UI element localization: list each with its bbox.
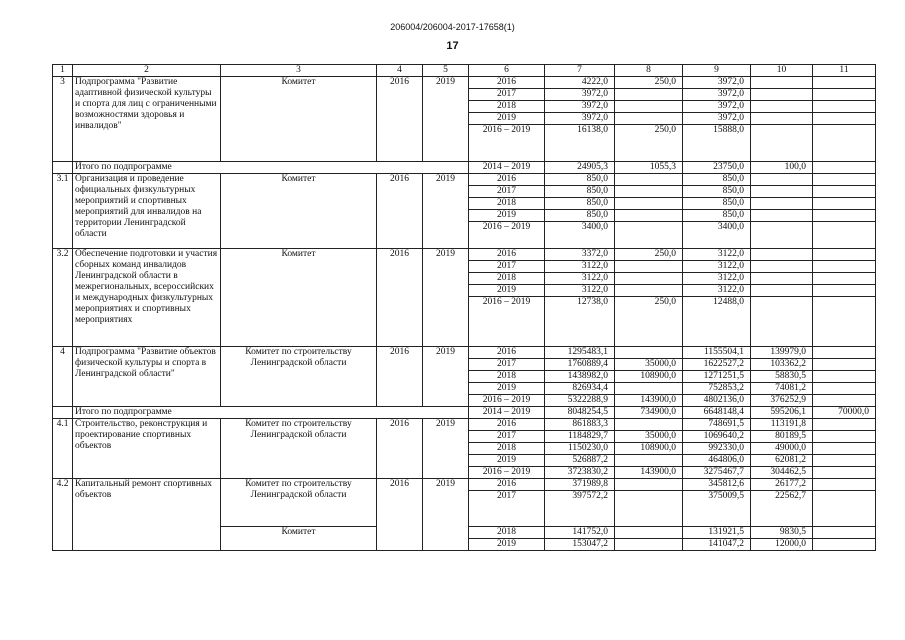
amount-regional-cell: 1155504,1 (683, 347, 751, 359)
col-header: 2 (73, 65, 221, 77)
amount-other-cell (813, 491, 876, 527)
amount-local-cell (751, 297, 813, 347)
amount-federal-cell: 250,0 (615, 249, 683, 261)
amount-regional-cell: 992330,0 (683, 443, 751, 455)
col-header: 3 (221, 65, 377, 77)
amount-federal-cell (615, 222, 683, 249)
start-year-cell: 2016 (377, 419, 423, 479)
start-year-cell: 2016 (377, 249, 423, 347)
year-cell: 2017 (469, 89, 545, 101)
amount-regional-cell: 3122,0 (683, 261, 751, 273)
amount-federal-cell (615, 491, 683, 527)
year-cell: 2019 (469, 539, 545, 551)
amount-local-cell (751, 210, 813, 222)
empty-cell (53, 407, 73, 419)
col-header: 6 (469, 65, 545, 77)
amount-regional-cell: 464806,0 (683, 455, 751, 467)
amount-total-cell: 3122,0 (545, 285, 615, 297)
amount-total-cell: 5322288,9 (545, 395, 615, 407)
amount-federal-cell: 143900,0 (615, 395, 683, 407)
amount-regional-cell: 3972,0 (683, 101, 751, 113)
amount-regional-cell: 345812,6 (683, 479, 751, 491)
measure-name-cell: Капитальный ремонт спортивных объектов (73, 479, 221, 551)
start-year-cell: 2016 (377, 479, 423, 551)
measure-name-cell: Организация и проведение официальных физкультурных мероприятий и спортивных мероприятий для инвалидов на территории Ленинградской области (73, 174, 221, 249)
amount-total-cell: 3400,0 (545, 222, 615, 249)
amount-total-cell: 850,0 (545, 186, 615, 198)
amount-local-cell (751, 101, 813, 113)
amount-regional-cell: 4802136,0 (683, 395, 751, 407)
amount-regional-cell: 3122,0 (683, 273, 751, 285)
amount-federal-cell (615, 198, 683, 210)
executor-cell: Комитет по строительству Ленинградской области (221, 347, 377, 407)
subtotal-label-cell: Итого по подпрограмме (73, 407, 469, 419)
amount-local-cell (751, 222, 813, 249)
amount-local-cell (751, 113, 813, 125)
amount-total-cell: 371989,8 (545, 479, 615, 491)
year-cell: 2016 – 2019 (469, 222, 545, 249)
amount-total-cell: 4222,0 (545, 77, 615, 89)
empty-cell (53, 162, 73, 174)
amount-regional-cell: 3122,0 (683, 285, 751, 297)
year-cell: 2014 – 2019 (469, 407, 545, 419)
amount-regional-cell: 850,0 (683, 210, 751, 222)
amount-federal-cell (615, 89, 683, 101)
year-cell: 2017 (469, 186, 545, 198)
amount-federal-cell (615, 539, 683, 551)
amount-regional-cell: 131921,5 (683, 527, 751, 539)
end-year-cell: 2019 (423, 419, 469, 479)
amount-total-cell: 3122,0 (545, 261, 615, 273)
amount-other-cell: 70000,0 (813, 407, 876, 419)
end-year-cell: 2019 (423, 77, 469, 162)
amount-total-cell: 1150230,0 (545, 443, 615, 455)
year-cell: 2019 (469, 210, 545, 222)
amount-federal-cell (615, 101, 683, 113)
amount-local-cell (751, 125, 813, 162)
program-table (52, 64, 876, 551)
amount-local-cell (751, 186, 813, 198)
amount-other-cell (813, 261, 876, 273)
year-cell: 2016 (469, 347, 545, 359)
amount-local-cell (751, 249, 813, 261)
year-cell: 2017 (469, 359, 545, 371)
amount-other-cell (813, 395, 876, 407)
amount-total-cell: 526887,2 (545, 455, 615, 467)
amount-federal-cell (615, 273, 683, 285)
end-year-cell: 2019 (423, 479, 469, 551)
year-cell: 2016 (469, 479, 545, 491)
amount-federal-cell (615, 174, 683, 186)
amount-federal-cell: 143900,0 (615, 467, 683, 479)
row-number-cell: 3.1 (53, 174, 73, 249)
document-id: 206004/206004-2017-17658(1) (390, 22, 515, 32)
amount-local-cell: 304462,5 (751, 467, 813, 479)
amount-other-cell (813, 77, 876, 89)
end-year-cell: 2019 (423, 347, 469, 407)
amount-regional-cell: 3275467,7 (683, 467, 751, 479)
amount-local-cell: 376252,9 (751, 395, 813, 407)
amount-other-cell (813, 210, 876, 222)
year-cell: 2018 (469, 273, 545, 285)
amount-total-cell: 3972,0 (545, 113, 615, 125)
amount-total-cell: 8048254,5 (545, 407, 615, 419)
amount-local-cell: 595206,1 (751, 407, 813, 419)
amount-federal-cell (615, 261, 683, 273)
year-cell: 2019 (469, 113, 545, 125)
col-header: 10 (751, 65, 813, 77)
amount-federal-cell (615, 479, 683, 491)
year-cell: 2018 (469, 198, 545, 210)
year-cell: 2017 (469, 491, 545, 527)
amount-other-cell (813, 297, 876, 347)
subtotal-row (53, 162, 876, 174)
amount-other-cell (813, 383, 876, 395)
amount-local-cell (751, 89, 813, 101)
measure-name-cell: Подпрограмма "Развитие объектов физической культуры и спорта в Ленинградской области" (73, 347, 221, 407)
amount-local-cell: 62081,2 (751, 455, 813, 467)
executor-cell: Комитет (221, 527, 377, 551)
amount-other-cell (813, 113, 876, 125)
executor-cell: Комитет (221, 174, 377, 249)
amount-local-cell (751, 198, 813, 210)
amount-regional-cell: 375009,5 (683, 491, 751, 527)
amount-local-cell: 113191,8 (751, 419, 813, 431)
start-year-cell: 2016 (377, 174, 423, 249)
row-number-cell: 4.2 (53, 479, 73, 551)
amount-total-cell: 397572,2 (545, 491, 615, 527)
amount-other-cell (813, 125, 876, 162)
year-cell: 2017 (469, 261, 545, 273)
row-number-cell: 4.1 (53, 419, 73, 479)
year-cell: 2016 – 2019 (469, 395, 545, 407)
amount-other-cell (813, 431, 876, 443)
amount-regional-cell: 23750,0 (683, 162, 751, 174)
year-cell: 2018 (469, 101, 545, 113)
amount-federal-cell: 250,0 (615, 297, 683, 347)
year-cell: 2016 – 2019 (469, 297, 545, 347)
amount-other-cell (813, 249, 876, 261)
amount-federal-cell (615, 527, 683, 539)
amount-regional-cell: 850,0 (683, 198, 751, 210)
amount-local-cell: 49000,0 (751, 443, 813, 455)
amount-regional-cell: 141047,2 (683, 539, 751, 551)
amount-local-cell (751, 261, 813, 273)
amount-local-cell: 80189,5 (751, 431, 813, 443)
amount-other-cell (813, 89, 876, 101)
amount-federal-cell: 1055,3 (615, 162, 683, 174)
table-row (53, 479, 876, 491)
executor-cell: Комитет по строительству Ленинградской области (221, 419, 377, 479)
amount-regional-cell: 1622527,2 (683, 359, 751, 371)
amount-total-cell: 12738,0 (545, 297, 615, 347)
amount-other-cell (813, 347, 876, 359)
amount-other-cell (813, 479, 876, 491)
col-header: 8 (615, 65, 683, 77)
amount-local-cell (751, 285, 813, 297)
amount-regional-cell: 12488,0 (683, 297, 751, 347)
col-header: 11 (813, 65, 876, 77)
amount-total-cell: 850,0 (545, 210, 615, 222)
amount-total-cell: 3972,0 (545, 89, 615, 101)
amount-local-cell: 22562,7 (751, 491, 813, 527)
col-header: 1 (53, 65, 73, 77)
amount-other-cell (813, 359, 876, 371)
amount-regional-cell: 15888,0 (683, 125, 751, 162)
table-row (53, 249, 876, 261)
amount-total-cell: 1760889,4 (545, 359, 615, 371)
measure-name-cell: Обеспечение подготовки и участия сборных команд инвалидов Ленинградской области в межрегиональных, всероссийских и международных физкультурных мероприятиях и спортивных мероприятиях (73, 249, 221, 347)
amount-other-cell (813, 419, 876, 431)
subtotal-row (53, 407, 876, 419)
row-number-cell: 4 (53, 347, 73, 407)
amount-other-cell (813, 467, 876, 479)
amount-other-cell (813, 443, 876, 455)
amount-regional-cell: 1271251,5 (683, 371, 751, 383)
year-cell: 2019 (469, 455, 545, 467)
amount-other-cell (813, 101, 876, 113)
measure-name-cell: Строительство, реконструкция и проектирование спортивных объектов (73, 419, 221, 479)
amount-regional-cell: 3972,0 (683, 113, 751, 125)
amount-total-cell: 3972,0 (545, 101, 615, 113)
amount-federal-cell (615, 210, 683, 222)
table-row (53, 77, 876, 89)
amount-other-cell (813, 527, 876, 539)
year-cell: 2014 – 2019 (469, 162, 545, 174)
amount-other-cell (813, 455, 876, 467)
amount-federal-cell: 35000,0 (615, 431, 683, 443)
row-number-cell: 3 (53, 77, 73, 162)
col-header: 5 (423, 65, 469, 77)
year-cell: 2018 (469, 527, 545, 539)
amount-total-cell: 3122,0 (545, 273, 615, 285)
amount-federal-cell: 108900,0 (615, 443, 683, 455)
amount-local-cell (751, 273, 813, 285)
end-year-cell: 2019 (423, 174, 469, 249)
amount-total-cell: 1184829,7 (545, 431, 615, 443)
executor-cell: Комитет (221, 77, 377, 162)
amount-other-cell (813, 198, 876, 210)
amount-regional-cell: 3400,0 (683, 222, 751, 249)
executor-cell: Комитет (221, 249, 377, 347)
amount-federal-cell (615, 419, 683, 431)
amount-total-cell: 153047,2 (545, 539, 615, 551)
year-cell: 2019 (469, 285, 545, 297)
year-cell: 2016 – 2019 (469, 467, 545, 479)
amount-local-cell (751, 77, 813, 89)
amount-federal-cell: 734900,0 (615, 407, 683, 419)
amount-total-cell: 1438982,0 (545, 371, 615, 383)
amount-regional-cell: 3972,0 (683, 89, 751, 101)
amount-regional-cell: 850,0 (683, 186, 751, 198)
amount-total-cell: 861883,3 (545, 419, 615, 431)
amount-local-cell: 103362,2 (751, 359, 813, 371)
amount-total-cell: 24905,3 (545, 162, 615, 174)
amount-other-cell (813, 162, 876, 174)
amount-federal-cell (615, 347, 683, 359)
amount-regional-cell: 752853,2 (683, 383, 751, 395)
column-header-row (53, 65, 876, 77)
amount-federal-cell: 250,0 (615, 125, 683, 162)
amount-total-cell: 850,0 (545, 174, 615, 186)
start-year-cell: 2016 (377, 347, 423, 407)
row-number-cell: 3.2 (53, 249, 73, 347)
amount-other-cell (813, 273, 876, 285)
amount-federal-cell: 35000,0 (615, 359, 683, 371)
amount-regional-cell: 850,0 (683, 174, 751, 186)
year-cell: 2016 (469, 77, 545, 89)
end-year-cell: 2019 (423, 249, 469, 347)
amount-regional-cell: 748691,5 (683, 419, 751, 431)
year-cell: 2016 (469, 249, 545, 261)
amount-other-cell (813, 539, 876, 551)
amount-total-cell: 3372,0 (545, 249, 615, 261)
amount-local-cell: 100,0 (751, 162, 813, 174)
amount-federal-cell (615, 186, 683, 198)
table-row (53, 174, 876, 186)
table-row (53, 347, 876, 359)
year-cell: 2017 (469, 431, 545, 443)
amount-regional-cell: 6648148,4 (683, 407, 751, 419)
amount-federal-cell: 108900,0 (615, 371, 683, 383)
table-row (53, 419, 876, 431)
col-header: 9 (683, 65, 751, 77)
year-cell: 2018 (469, 371, 545, 383)
subtotal-label-cell: Итого по подпрограмме (73, 162, 469, 174)
amount-other-cell (813, 371, 876, 383)
amount-federal-cell (615, 113, 683, 125)
amount-local-cell: 74081,2 (751, 383, 813, 395)
amount-total-cell: 1295483,1 (545, 347, 615, 359)
start-year-cell: 2016 (377, 77, 423, 162)
amount-total-cell: 16138,0 (545, 125, 615, 162)
amount-other-cell (813, 174, 876, 186)
executor-cell: Комитет по строительству Ленинградской области (221, 479, 377, 527)
amount-other-cell (813, 285, 876, 297)
amount-total-cell: 3723830,2 (545, 467, 615, 479)
amount-total-cell: 850,0 (545, 198, 615, 210)
amount-local-cell: 26177,2 (751, 479, 813, 491)
col-header: 4 (377, 65, 423, 77)
amount-regional-cell: 3122,0 (683, 249, 751, 261)
amount-total-cell: 826934,4 (545, 383, 615, 395)
year-cell: 2016 – 2019 (469, 125, 545, 162)
amount-local-cell: 12000,0 (751, 539, 813, 551)
year-cell: 2018 (469, 443, 545, 455)
page-number: 17 (446, 40, 459, 52)
measure-name-cell: Подпрограмма "Развитие адаптивной физической культуры и спорта для лиц с ограниченными возможностями здоровья и инвалидов" (73, 77, 221, 162)
col-header: 7 (545, 65, 615, 77)
amount-local-cell: 58830,5 (751, 371, 813, 383)
amount-federal-cell (615, 285, 683, 297)
amount-federal-cell (615, 383, 683, 395)
amount-local-cell: 139979,0 (751, 347, 813, 359)
year-cell: 2016 (469, 174, 545, 186)
amount-other-cell (813, 186, 876, 198)
amount-federal-cell: 250,0 (615, 77, 683, 89)
amount-federal-cell (615, 455, 683, 467)
year-cell: 2019 (469, 383, 545, 395)
amount-regional-cell: 1069640,2 (683, 431, 751, 443)
amount-other-cell (813, 222, 876, 249)
amount-local-cell (751, 174, 813, 186)
amount-total-cell: 141752,0 (545, 527, 615, 539)
year-cell: 2016 (469, 419, 545, 431)
amount-regional-cell: 3972,0 (683, 77, 751, 89)
amount-local-cell: 9830,5 (751, 527, 813, 539)
